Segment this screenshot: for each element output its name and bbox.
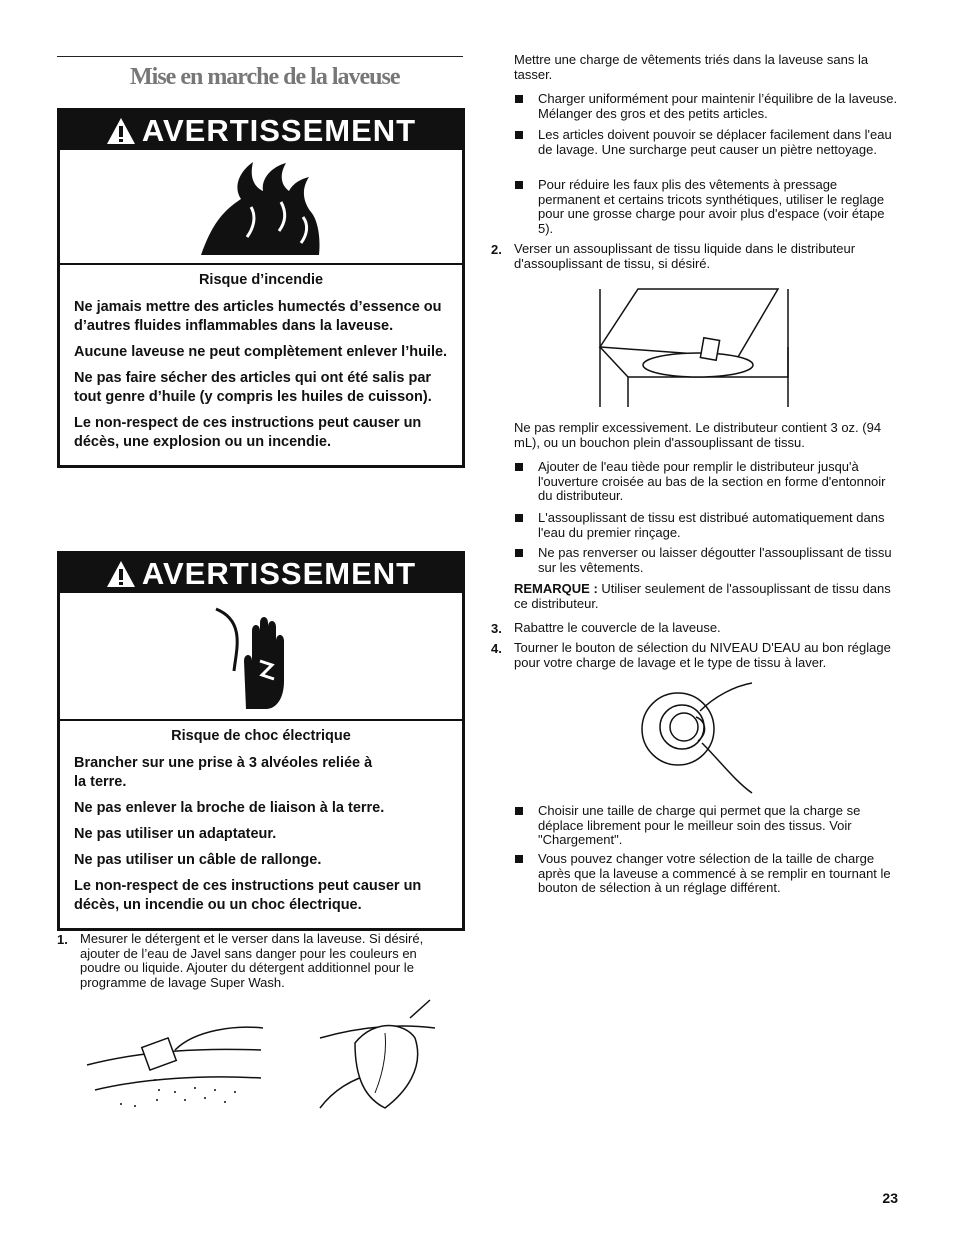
warning-line: Ne jamais mettre des articles humectés d’essence ou d’autres fluides inflammables dans la laveuse. <box>74 299 442 334</box>
remarque-body: Utiliser seulement de l'assouplissant de tissu dans ce distributeur. <box>514 581 891 611</box>
warning-triangle-icon <box>106 560 136 588</box>
shock-warning-box <box>57 551 465 931</box>
softener-dispenser-illustration <box>598 287 790 409</box>
warning-header <box>60 554 462 593</box>
bullet-text: L'assouplissant de tissu est distribué automatiquement dans l'eau du premier rinçage. <box>538 510 885 540</box>
fire-warning-box <box>57 108 465 468</box>
bullet-icon <box>515 95 523 103</box>
warning-line: Le non-respect de ces instructions peut causer un décès, un incendie ou un choc électrique. <box>74 878 422 913</box>
bullet-icon <box>515 463 523 471</box>
warning-header <box>60 111 462 150</box>
warning-line: Ne pas enlever la broche de liaison à la terre. <box>74 800 385 816</box>
warning-caption: Risque d’incendie <box>198 272 324 288</box>
warning-title: AVERTISSEMENT <box>141 112 417 148</box>
detergent-pouring-illustration <box>85 1020 265 1115</box>
step-number: 3. <box>491 621 502 636</box>
bullet-text: Les articles doivent pouvoir se déplacer facilement dans l'eau de lavage. Une surcharge peut causer un piètre nettoyage. <box>538 127 892 157</box>
bullet-text: Choisir une taille de charge qui permet que la charge se déplace librement pour le meilleur soin des tissus. Voir "Chargement". <box>538 803 861 847</box>
warning-line: Ne pas faire sécher des articles qui ont été salis par tout genre d’huile (y compris les huiles de cuisson). <box>74 370 432 405</box>
warning-line: Ne pas utiliser un câble de rallonge. <box>74 852 322 868</box>
water-level-knob-illustration <box>640 681 755 796</box>
electric-shock-icon <box>60 593 462 721</box>
warning-line: Ne pas utiliser un adaptateur. <box>74 826 277 842</box>
section-title: Mise en marche de la laveuse <box>130 64 400 90</box>
step-1-text: Mesurer le détergent et le verser dans la laveuse. Si désiré, ajouter de l’eau de Javel sans danger pour les couleurs en poudre ou liquide. Ajouter du détergent additionnel pour le programme de lavage Super Wash. <box>80 931 424 990</box>
bullet-icon <box>515 181 523 189</box>
warning-line: Aucune laveuse ne peut complètement enlever l’huile. <box>74 344 448 360</box>
fire-icon <box>60 150 462 265</box>
bullet-icon <box>515 131 523 139</box>
warning-title: AVERTISSEMENT <box>141 555 417 591</box>
step-3-text: Rabattre le couvercle de la laveuse. <box>514 620 721 635</box>
bullet-text: Ne pas renverser ou laisser dégoutter l'assouplissant de tissu sur les vêtements. <box>538 545 892 575</box>
remarque-text <box>514 582 899 611</box>
bullet-icon <box>515 855 523 863</box>
bullet-text: Ajouter de l'eau tiède pour remplir le distributeur jusqu'à l'ouverture croisée au bas de la section en forme d'entonnoir du distributeur. <box>538 459 886 503</box>
remarque-label: REMARQUE : <box>514 581 598 596</box>
warning-line: Le non-respect de ces instructions peut causer un décès, une explosion ou un incendie. <box>74 415 422 450</box>
bullet-icon <box>515 549 523 557</box>
step-number: 4. <box>491 641 502 656</box>
note-text: Ne pas remplir excessivement. Le distributeur contient 3 oz. (94 mL), ou un bouchon plein d'assouplissant de tissu. <box>514 420 882 450</box>
bullet-icon <box>515 514 523 522</box>
warning-caption: Risque de choc électrique <box>171 728 351 744</box>
page-number: 23 <box>882 1190 898 1206</box>
intro-text: Mettre une charge de vêtements triés dans la laveuse sans la tasser. <box>514 52 869 82</box>
warning-line: Brancher sur une prise à 3 alvéoles reliée à la terre. <box>74 755 373 790</box>
step-4-text: Tourner le bouton de sélection du NIVEAU D'EAU au bon réglage pour votre charge de lavage et le type de tissu à laver. <box>514 640 891 670</box>
warning-triangle-icon <box>106 117 136 145</box>
step-number: 2. <box>491 242 502 257</box>
step-number: 1. <box>57 932 68 947</box>
top-rule <box>57 56 463 57</box>
bullet-text: Vous pouvez changer votre sélection de la taille de charge après que la laveuse a commencé à se remplir en tournant le bouton de sélection à un réglage différent. <box>538 851 891 895</box>
bleach-pouring-illustration <box>315 998 440 1116</box>
bullet-text: Charger uniformément pour maintenir l’équilibre de la laveuse. Mélanger des gros et des petits articles. <box>538 91 898 121</box>
bullet-text: Pour réduire les faux plis des vêtements à pressage permanent et certains tricots synthétiques, utiliser le reglage pour une grosse charge pour avoir plus d'espace (voir étape 5). <box>538 177 885 236</box>
step-2-text: Verser un assouplissant de tissu liquide dans le distributeur d'assouplissant de tissu, si désiré. <box>514 241 856 271</box>
bullet-icon <box>515 807 523 815</box>
